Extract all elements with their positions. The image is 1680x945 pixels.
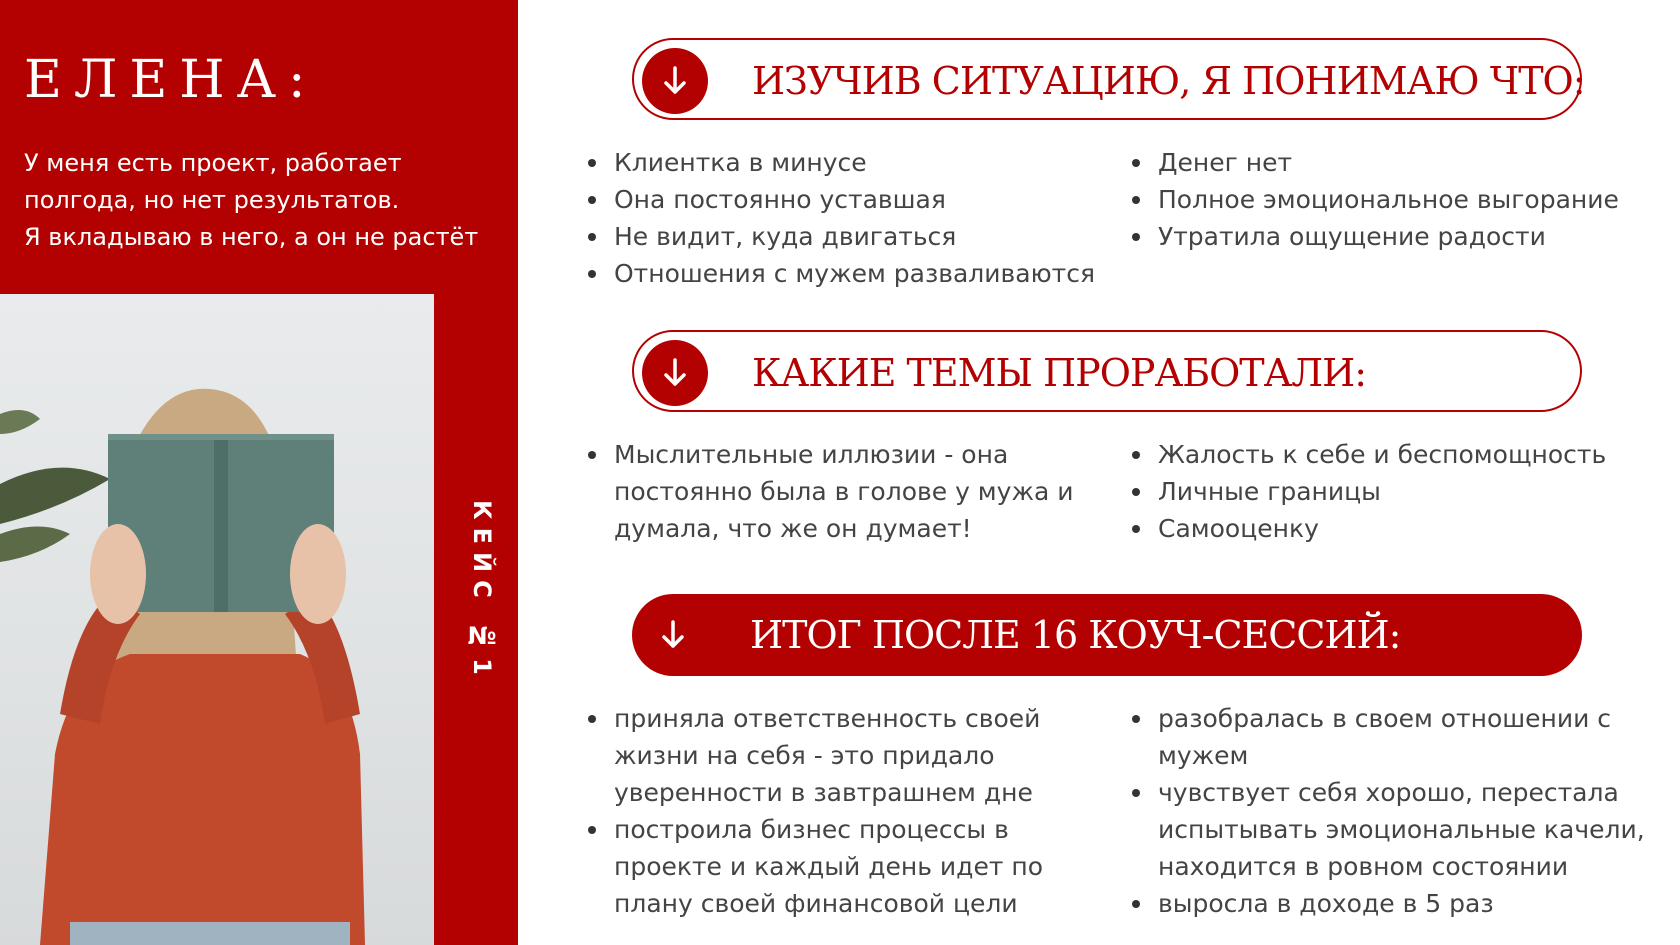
list-item: Она постоянно уставшая xyxy=(586,181,1106,218)
list-item: Отношения с мужем разваливаются xyxy=(586,255,1106,292)
list-item: Клиентка в минусе xyxy=(586,144,1106,181)
topics-list-right xyxy=(1130,436,1650,547)
section-header-results xyxy=(632,594,1582,676)
client-quote xyxy=(24,145,504,256)
arrow-down-icon xyxy=(640,602,706,668)
section-title: КАКИЕ ТЕМЫ ПРОРАБОТАЛИ: xyxy=(752,351,1367,395)
section-header-topics xyxy=(632,330,1582,412)
client-name: ЕЛЕНА: xyxy=(24,50,318,110)
list-item: Полное эмоциональное выгорание xyxy=(1130,181,1650,218)
list-item: построила бизнес процессы в проекте и каждый день идет по плану своей финансовой цели xyxy=(586,811,1066,922)
arrow-down-icon xyxy=(642,48,708,114)
situation-list-left xyxy=(586,144,1106,292)
list-item: чувствует себя хорошо, перестала испытывать эмоциональные качели, находится в ровном состоянии xyxy=(1130,774,1650,885)
topics-list-left xyxy=(586,436,1096,547)
client-quote-line: полгода, но нет результатов. xyxy=(24,186,400,214)
list-item: Самооценку xyxy=(1130,510,1650,547)
list-item: разобралась в своем отношении с мужем xyxy=(1130,700,1650,774)
arrow-down-icon xyxy=(642,340,708,406)
situation-list-right xyxy=(1130,144,1650,255)
section-header-situation xyxy=(632,38,1585,120)
woman-reading-photo xyxy=(0,294,434,945)
client-quote-line: Я вкладываю в него, а он не растёт xyxy=(24,223,479,251)
list-item: Личные границы xyxy=(1130,473,1650,510)
list-item: Не видит, куда двигаться xyxy=(586,218,1106,255)
list-item: выросла в доходе в 5 раз xyxy=(1130,885,1650,922)
left-panel xyxy=(0,0,518,945)
list-item: приняла ответственность своей жизни на себя - это придало уверенности в завтрашнем дне xyxy=(586,700,1066,811)
case-number-label: КЕЙС №1 xyxy=(468,500,496,683)
list-item: Денег нет xyxy=(1130,144,1650,181)
woman-with-book-illustration xyxy=(0,294,434,945)
list-item: Мыслительные иллюзии - она постоянно была в голове у мужа и думала, что же он думает! xyxy=(586,436,1096,547)
list-item: Жалость к себе и беспомощность xyxy=(1130,436,1650,473)
section-title: ИТОГ ПОСЛЕ 16 КОУЧ-СЕССИЙ: xyxy=(750,613,1401,657)
list-item: Утратила ощущение радости xyxy=(1130,218,1650,255)
results-list-left xyxy=(586,700,1066,922)
client-quote-line: У меня есть проект, работает xyxy=(24,149,402,177)
section-title: ИЗУЧИВ СИТУАЦИЮ, Я ПОНИМАЮ ЧТО: xyxy=(752,59,1585,103)
results-list-right xyxy=(1130,700,1650,922)
